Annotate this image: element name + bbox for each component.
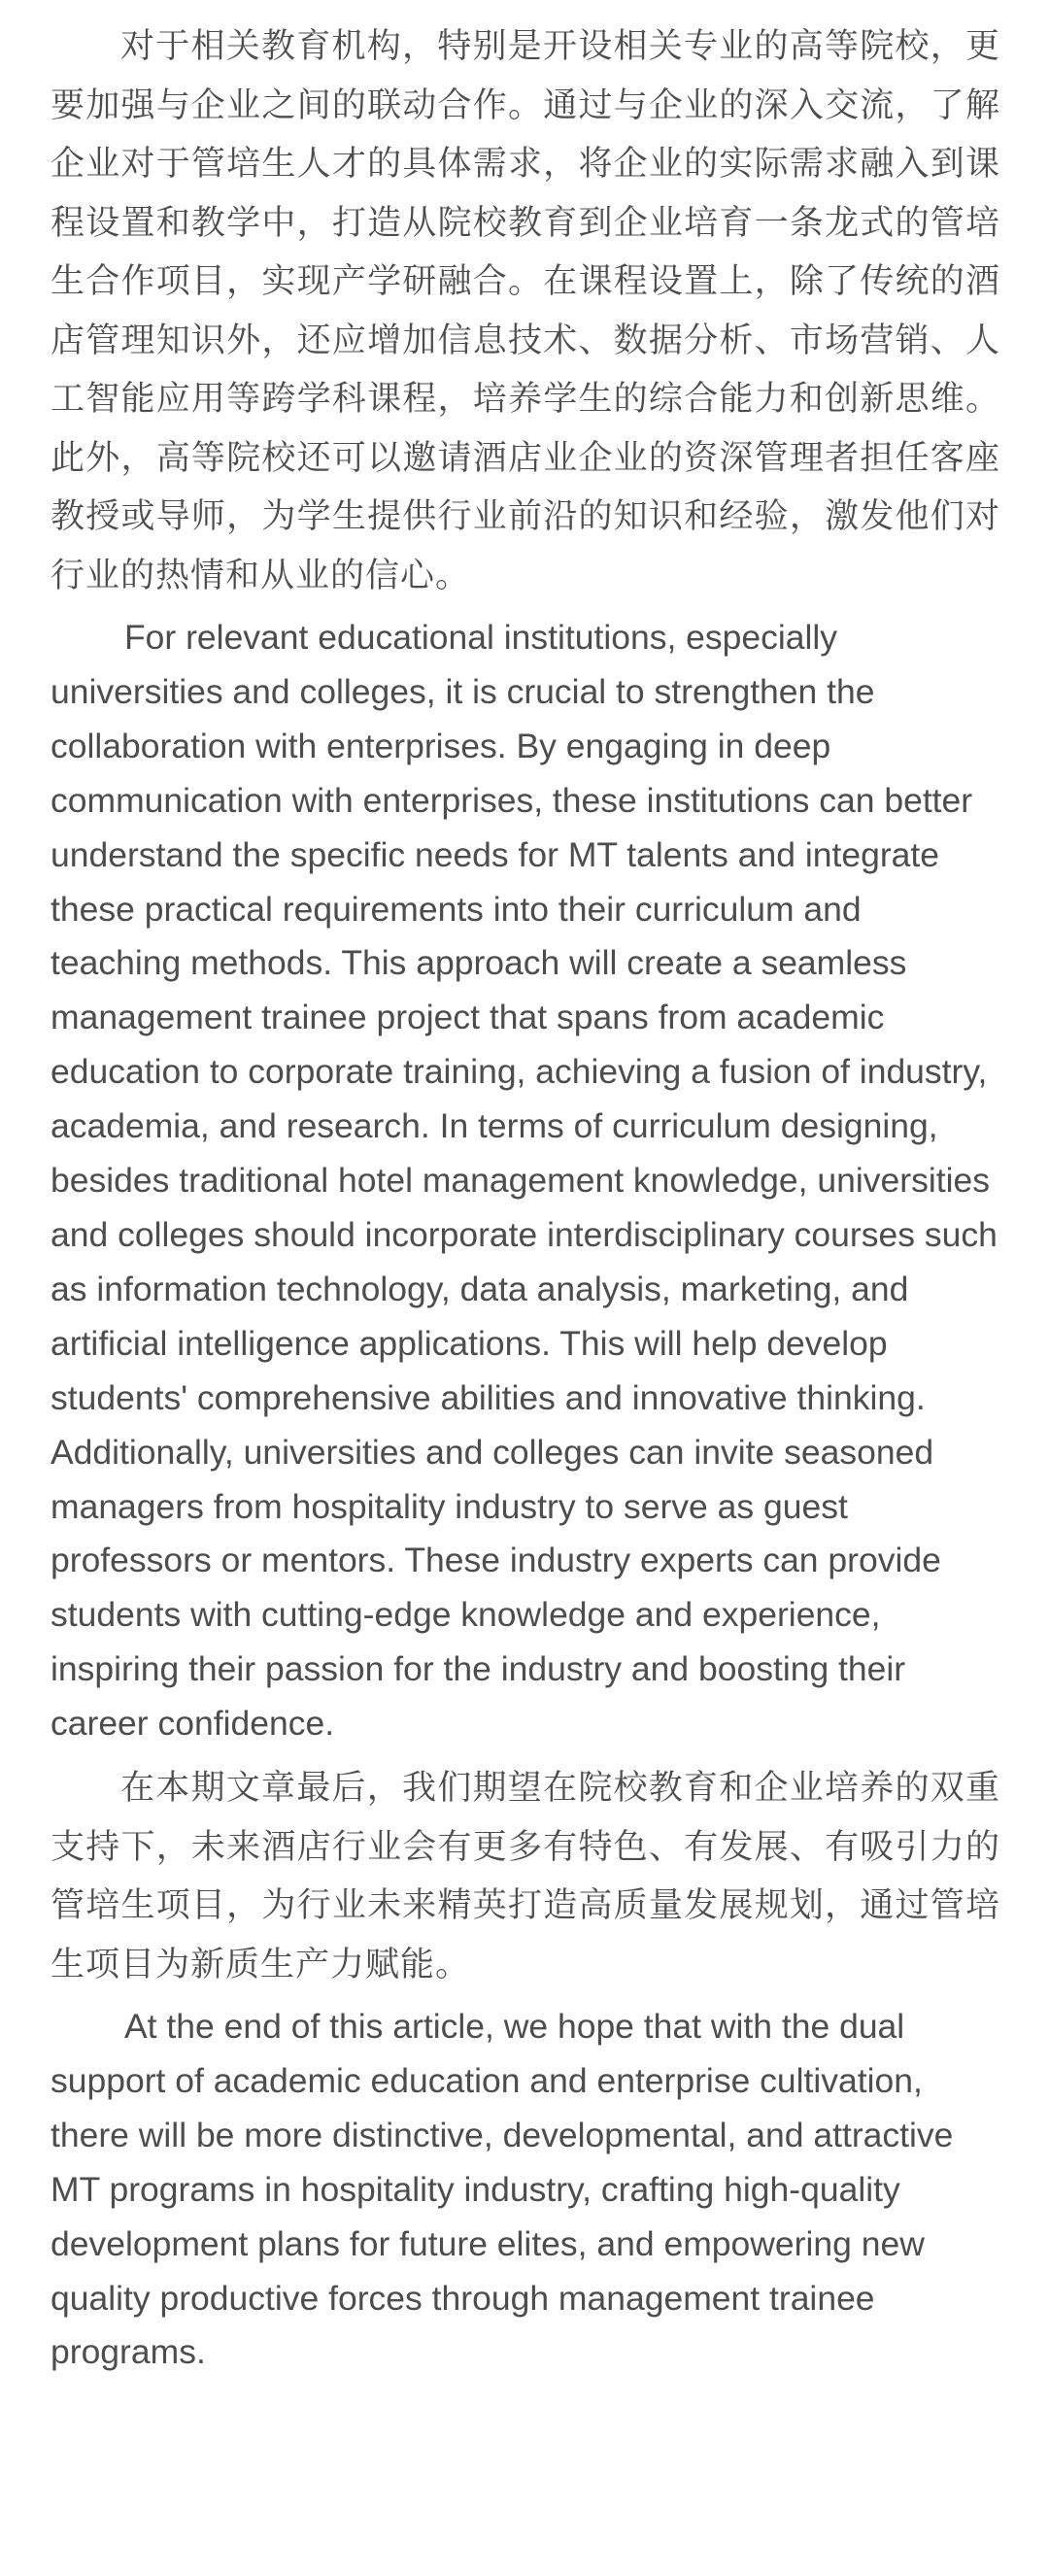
paragraph-chinese-conclusion: 在本期文章最后，我们期望在院校教育和企业培养的双重支持下，未来酒店行业会有更多有特色、有发展、有吸引力的管培生项目，为行业未来精英打造高质量发展规划，通过管培生项目为新质生产力赋能。: [51, 1769, 1000, 1984]
paragraph-english-education-collaboration: For relevant educational institutions, especially universities and colleges, it is crucial to strengthen the collaboration with enterprises. By engaging in deep communication with enterprises, these institutions can better understand the specific needs for MT talents and integrate these practical requirements into their curriculum and teaching methods. This approach will create a seamless management trainee project that spans from academic education to corporate training, achieving a fusion of industry, academia, and research. In terms of curriculum designing, besides traditional hotel management knowledge, universities and colleges should incorporate interdisciplinary courses such as information technology, data analysis, marketing, and artificial intelligence applications. This will help develop students' comprehensive abilities and innovative thinking. Additionally, universities and colleges can invite seasoned managers from hospitality industry to serve as guest professors or mentors. These industry experts can provide students with cutting-edge knowledge and experience, inspiring their passion for the industry and boosting their career confidence.: [51, 618, 998, 1744]
paragraph-chinese-education-collaboration: 对于相关教育机构，特别是开设相关专业的高等院校，更要加强与企业之间的联动合作。通过与企业的深入交流，了解企业对于管培生人才的具体需求，将企业的实际需求融入到课程设置和教学中，打造从院校教育到企业培育一条龙式的管培生合作项目，实现产学研融合。在课程设置上，除了传统的酒店管理知识外，还应增加信息技术、数据分析、市场营销、人工智能应用等跨学科课程，培养学生的综合能力和创新思维。此外，高等院校还可以邀请酒店业企业的资深管理者担任客座教授或导师，为学生提供行业前沿的知识和经验，激发他们对行业的热情和从业的信心。: [51, 27, 1000, 595]
paragraph-english-conclusion: At the end of this article, we hope that with the dual support of academic education and enterprise cultivation, there will be more distinctive, developmental, and attractive MT programs in hospitality industry, crafting high-quality development plans for future elites, and empowering new quality productive forces through management trainee programs.: [51, 2007, 954, 2372]
